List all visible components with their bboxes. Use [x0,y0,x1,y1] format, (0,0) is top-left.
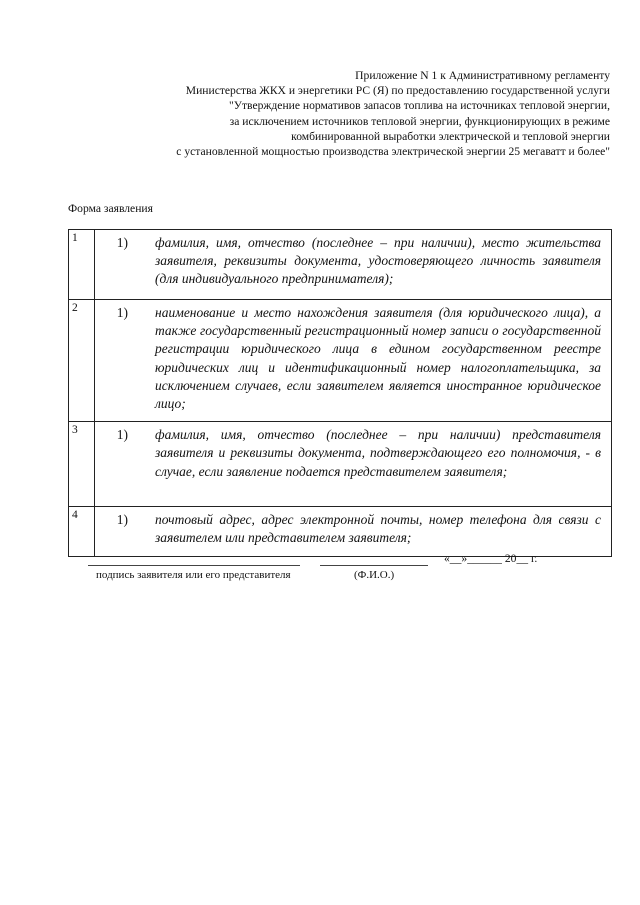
row-number: 2 [69,300,95,422]
header-line: Приложение N 1 к Административному регламенту [355,69,610,82]
row-number: 4 [69,507,95,557]
header-line: Министерства ЖКХ и энергетики РС (Я) по предоставлению государственной услуги [185,84,610,98]
signature-line[interactable] [88,565,300,566]
item-marker: 1) [116,427,128,443]
table-row [69,300,612,422]
row-content [95,507,612,557]
item-text: фамилия, имя, отчество (последнее – при наличии) представителя заявителя и реквизиты документа, подтверждающего его полномочия, - в случае, если заявление подается представителем заявителя; [155,427,601,479]
name-caption: (Ф.И.О.) [354,569,395,581]
table-row [69,507,612,557]
date-field: «__»______ 20__ г. [444,552,538,565]
item-text: фамилия, имя, отчество (последнее – при наличии), место жительства заявителя, реквизиты документа, удостоверяющего личность заявителя (для индивидуального предпринимателя); [155,235,601,287]
row-content [95,300,612,422]
name-line[interactable] [320,565,428,566]
row-number: 1 [69,230,95,300]
item-marker: 1) [116,305,128,320]
application-table [68,229,612,557]
table-row [69,422,612,507]
header-line: за исключением источников тепловой энергии, функционирующих в режиме [229,114,610,128]
row-content [95,422,612,507]
item-text: почтовый адрес, адрес электронной почты, номер телефона для связи с заявителем или представителем заявителя; [155,512,601,546]
document-header [50,68,610,159]
item-marker: 1) [116,235,128,250]
signature-caption: подпись заявителя или его представителя [96,569,291,581]
row-number: 3 [69,422,95,507]
form-title: Форма заявления [68,202,153,215]
table-row [69,230,612,300]
header-line: комбинированной выработки электрической и тепловой энергии [291,129,610,143]
row-content [95,230,612,300]
signature-block [88,553,608,593]
item-marker: 1) [116,512,128,528]
header-line: "Утверждение нормативов запасов топлива на источниках тепловой энергии, [229,99,610,113]
item-text: наименование и место нахождения заявителя (для юридического лица), а также государственный регистрационный номер записи о государственной регистрации юридического лица в едином государственном реестре юридических лиц и идентификационный номер налогоплательщика, за исключением случаев, если заявителем является иностранное юридическое лицо; [155,305,601,412]
header-line: с установленной мощностью производства электрической энергии 25 мегаватт и более" [176,145,610,159]
